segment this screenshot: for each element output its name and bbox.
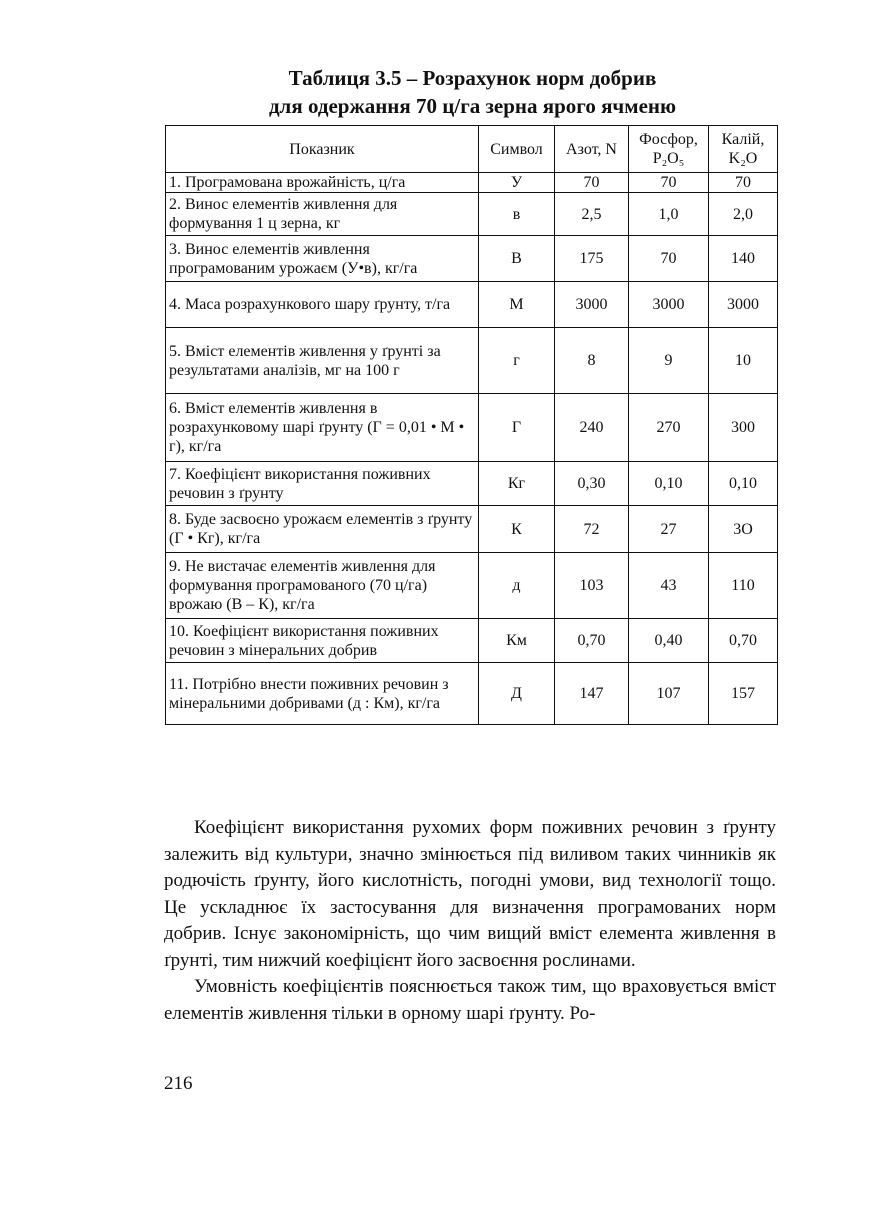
cell-potassium: 3000 bbox=[709, 282, 778, 328]
cell-nitrogen: 2,5 bbox=[555, 193, 629, 236]
cell-indicator: 5. Вміст елементів живлення у ґрунті за результатами аналізів, мг на 100 г bbox=[166, 328, 479, 394]
body-text bbox=[164, 815, 776, 1027]
cell-potassium: 2,0 bbox=[709, 193, 778, 236]
table-row bbox=[166, 193, 778, 236]
cell-indicator: 3. Винос елементів живлення програмованим урожаєм (У•в), кг/га bbox=[166, 236, 479, 282]
cell-nitrogen: 240 bbox=[555, 394, 629, 462]
cell-nitrogen: 70 bbox=[555, 173, 629, 193]
cell-symbol: Кг bbox=[479, 462, 555, 506]
cell-phosphorus: 27 bbox=[629, 506, 709, 553]
cell-potassium: 3О bbox=[709, 506, 778, 553]
cell-nitrogen: 147 bbox=[555, 663, 629, 725]
table-title bbox=[160, 64, 785, 120]
table-row bbox=[166, 328, 778, 394]
cell-phosphorus: 70 bbox=[629, 236, 709, 282]
table-row bbox=[166, 619, 778, 663]
cell-potassium: 0,10 bbox=[709, 462, 778, 506]
table-row bbox=[166, 173, 778, 193]
table-row bbox=[166, 663, 778, 725]
table-row bbox=[166, 236, 778, 282]
cell-symbol: К bbox=[479, 506, 555, 553]
cell-phosphorus: 70 bbox=[629, 173, 709, 193]
cell-phosphorus: 0,10 bbox=[629, 462, 709, 506]
cell-potassium: 157 bbox=[709, 663, 778, 725]
cell-nitrogen: 175 bbox=[555, 236, 629, 282]
cell-symbol: Д bbox=[479, 663, 555, 725]
cell-symbol: в bbox=[479, 193, 555, 236]
cell-symbol: д bbox=[479, 553, 555, 619]
cell-nitrogen: 103 bbox=[555, 553, 629, 619]
cell-symbol: У bbox=[479, 173, 555, 193]
table-title-line-2: для одержання 70 ц/га зерна ярого ячменю bbox=[268, 94, 677, 118]
paragraph: Умовність коефіцієнтів пояснюється також тим, що враховується вміст елементів живлення тільки в орному шарі ґрунту. Ро- bbox=[164, 976, 776, 1024]
cell-indicator: 2. Винос елементів живлення для формування 1 ц зерна, кг bbox=[166, 193, 479, 236]
paragraph: Коефіцієнт використання рухомих форм поживних речовин з ґрунту залежить від культури, значно змінюється під виливом таких чинників як родючість ґрунту, його кислотність, погодні умови, вид технології тощо. Це ускладнює їх застосування для визначення програмованих норм добрив. Існує закономірність, що чим вищий вміст елемента живлення в ґрунті, тим нижчий коефіцієнт його засвоєння рослинами. bbox=[164, 817, 776, 971]
table-row bbox=[166, 462, 778, 506]
cell-phosphorus: 9 bbox=[629, 328, 709, 394]
cell-symbol: г bbox=[479, 328, 555, 394]
table-row bbox=[166, 282, 778, 328]
cell-potassium: 140 bbox=[709, 236, 778, 282]
cell-indicator: 4. Маса розрахункового шару ґрунту, т/га bbox=[166, 282, 479, 328]
cell-indicator: 6. Вміст елементів живлення в розрахунковому шарі ґрунту (Г = 0,01 • М • г), кг/га bbox=[166, 394, 479, 462]
header-potassium: Калій, K₂O bbox=[709, 126, 778, 173]
cell-symbol: Км bbox=[479, 619, 555, 663]
table-row bbox=[166, 394, 778, 462]
header-symbol: Символ bbox=[479, 126, 555, 173]
cell-nitrogen: 8 bbox=[555, 328, 629, 394]
cell-indicator: 9. Не вистачає елементів живлення для формування програмованого (70 ц/га) врожаю (В – К), кг/га bbox=[166, 553, 479, 619]
header-phosphorus: Фосфор, P₂O₅ bbox=[629, 126, 709, 173]
table-row bbox=[166, 553, 778, 619]
cell-potassium: 300 bbox=[709, 394, 778, 462]
fertilizer-norms-table bbox=[165, 125, 778, 725]
cell-nitrogen: 3000 bbox=[555, 282, 629, 328]
header-indicator: Показник bbox=[166, 126, 479, 173]
cell-indicator: 10. Коефіцієнт використання поживних речовин з мінеральних добрив bbox=[166, 619, 479, 663]
cell-nitrogen: 0,70 bbox=[555, 619, 629, 663]
cell-indicator: 8. Буде засвоєно урожаєм елементів з ґрунту (Г • Кг), кг/га bbox=[166, 506, 479, 553]
cell-phosphorus: 107 bbox=[629, 663, 709, 725]
cell-phosphorus: 270 bbox=[629, 394, 709, 462]
cell-symbol: Г bbox=[479, 394, 555, 462]
table-header-row bbox=[166, 126, 778, 173]
cell-nitrogen: 72 bbox=[555, 506, 629, 553]
cell-potassium: 110 bbox=[709, 553, 778, 619]
cell-phosphorus: 1,0 bbox=[629, 193, 709, 236]
cell-phosphorus: 0,40 bbox=[629, 619, 709, 663]
cell-phosphorus: 43 bbox=[629, 553, 709, 619]
cell-symbol: М bbox=[479, 282, 555, 328]
cell-indicator: 1. Програмована врожайність, ц/га bbox=[166, 173, 479, 193]
cell-potassium: 70 bbox=[709, 173, 778, 193]
cell-phosphorus: 3000 bbox=[629, 282, 709, 328]
cell-symbol: В bbox=[479, 236, 555, 282]
header-nitrogen: Азот, N bbox=[555, 126, 629, 173]
cell-indicator: 11. Потрібно внести поживних речовин з мінеральними добривами (д : Км), кг/га bbox=[166, 663, 479, 725]
cell-potassium: 0,70 bbox=[709, 619, 778, 663]
cell-nitrogen: 0,30 bbox=[555, 462, 629, 506]
page-number: 216 bbox=[164, 1073, 193, 1094]
table-row bbox=[166, 506, 778, 553]
cell-potassium: 10 bbox=[709, 328, 778, 394]
table-title-line-1: Таблиця 3.5 – Розрахунок норм добрив bbox=[288, 66, 657, 90]
table-body bbox=[166, 173, 778, 725]
cell-indicator: 7. Коефіцієнт використання поживних речовин з ґрунту bbox=[166, 462, 479, 506]
